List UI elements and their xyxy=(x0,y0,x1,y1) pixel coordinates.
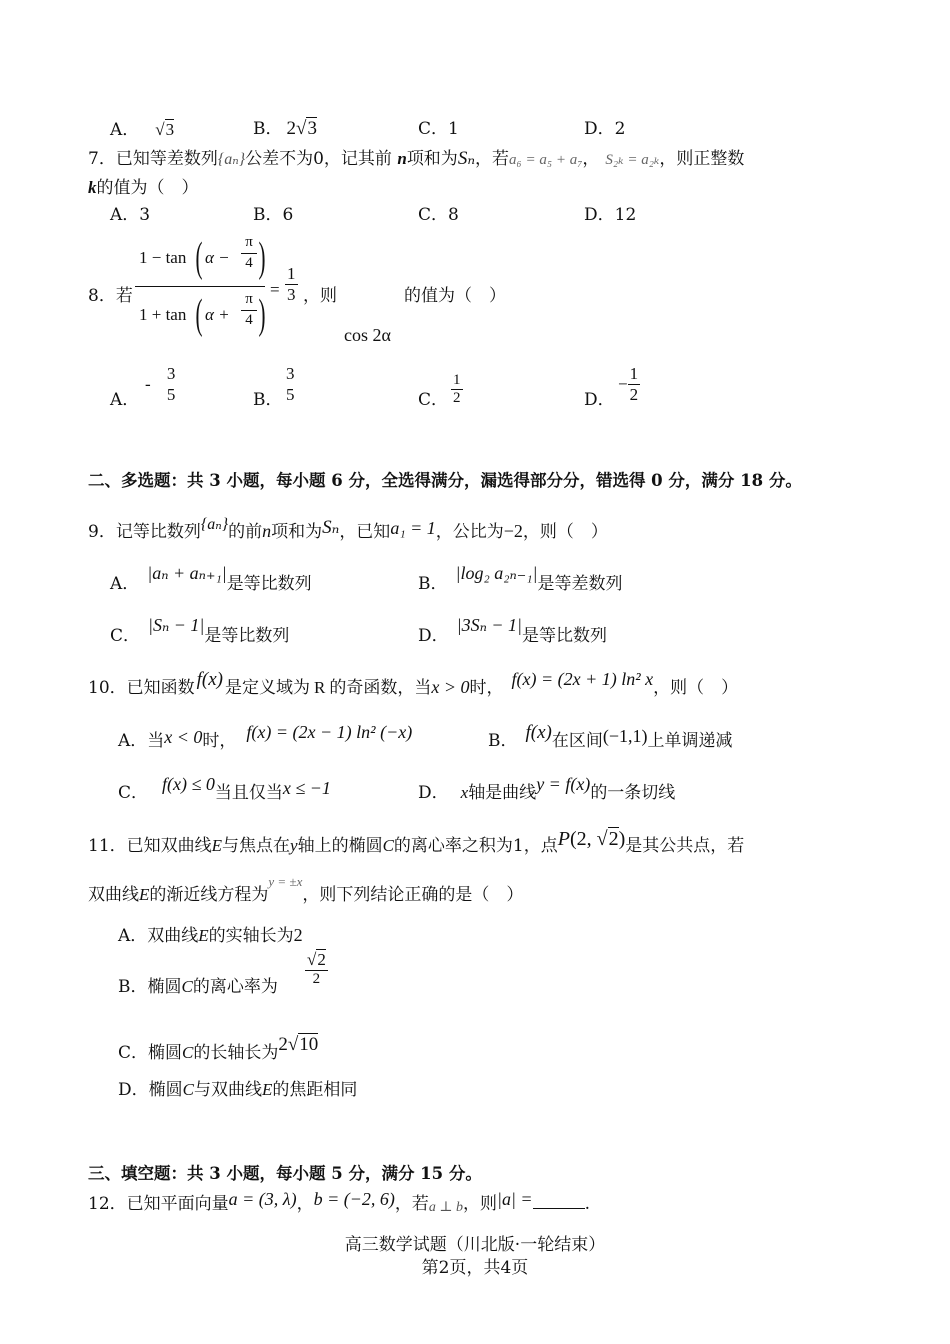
answer-blank[interactable] xyxy=(533,1194,585,1209)
q7-stem-line2: k的值为（ ） xyxy=(88,178,199,198)
q8-rhs-fraction: $\frac{1}{3}$ xyxy=(287,264,296,304)
q8-option-b-value: $\frac{3}{5}$ xyxy=(286,364,295,404)
section-3-heading: 三、填空题：共 3 小题，每小题 5 分，满分 15 分。 xyxy=(88,1164,482,1183)
q11-option-b: B．椭圆C的离心率为 xyxy=(118,977,278,997)
q6-option-b: B． 2√3 xyxy=(253,118,317,139)
q8-option-c-value: $\frac{1}{2}$ xyxy=(453,372,461,407)
q10-option-d: D． x轴是曲线y = f(x)的一条切线 xyxy=(418,774,676,803)
footer-page: 第2页，共4页 xyxy=(421,1258,529,1278)
q6-option-d: D．2 xyxy=(584,119,626,139)
q8-option-c-label: C． xyxy=(418,390,449,410)
q6-option-a: A． √3 xyxy=(110,120,175,140)
q8-equals: = xyxy=(270,280,280,299)
q8-main-fraction xyxy=(135,232,265,345)
q11-option-c: C．椭圆C的长轴长为2√10 xyxy=(118,1034,319,1063)
q8-denominator: 1 + tan ( α + π 4 ) xyxy=(135,286,265,345)
q8-option-d-label: D． xyxy=(584,390,615,410)
q10-option-c: C． f(x) ≤ 0当且仅当x ≤ −1 xyxy=(118,774,331,803)
q8-label: 8．若 xyxy=(88,286,133,306)
footer-title: 高三数学试题（川北版·一轮结束） xyxy=(344,1235,606,1255)
q7-option-d: D．12 xyxy=(584,205,637,225)
q8-option-a-label: A． xyxy=(110,390,140,410)
q10-option-b: B． f(x)在区间(−1,1)上单调递减 xyxy=(488,722,733,751)
q11-stem: 11．已知双曲线E与焦点在y轴上的椭圆C的离心率之积为1，点P(2, √2)是其公共点，若 xyxy=(88,828,745,856)
section-2-heading: 二、多选题：共 3 小题，每小题 6 分，全选得满分，漏选得部分分，错选得 0 分，满分 18 分。 xyxy=(88,471,802,490)
q8-cos2a: cos 2α xyxy=(344,325,391,345)
q11-stem-line2: 双曲线E的渐近线方程为$^{y = \pm x}$，则下列结论正确的是（ ） xyxy=(88,874,524,905)
q11-option-a: A．双曲线E的实轴长为2 xyxy=(118,925,303,946)
q10-stem: 10．已知函数 f(x) 是定义域为 R 的奇函数，当x > 0时， f(x) = (2x + 1) ln² x，则（ ） xyxy=(88,669,739,698)
q8-tail: 的值为（ ） xyxy=(404,286,506,306)
q8-then: ，则 xyxy=(303,286,337,306)
q7-option-c: C．8 xyxy=(418,205,459,225)
q9-option-b: B．|log₂ a₂ₙ₋₁|是等差数列 xyxy=(418,563,623,594)
q7-option-a: A．3 xyxy=(110,205,151,225)
q7-option-b: B．6 xyxy=(253,205,294,225)
q9-option-d: D．|3Sₙ − 1|是等比数列 xyxy=(418,615,607,646)
q6-option-c: C．1 xyxy=(418,119,459,139)
q11-option-d: D．椭圆C与双曲线E的焦距相同 xyxy=(118,1080,358,1100)
q8-numerator: 1 − tan ( α − π 4 ) xyxy=(139,234,266,281)
q12-stem: 12．已知平面向量a = (3, λ)，b = (−2, 6)，若a ⊥ b，则|a| = . xyxy=(88,1189,590,1215)
q7-stem: 7．已知等差数列{aₙ}公差不为0，记其前 n项和为Sₙ，若a₆ = a₅ + a₇， S₂ₖ = a₂ₖ，则正整数 xyxy=(88,148,745,169)
q9-stem: 9．记等比数列{aₙ}的前n项和为Sₙ，已知a₁ = 1，公比为−2，则（ ） xyxy=(88,516,608,542)
q8-option-a-value: - $\frac{3}{5}$ xyxy=(145,364,176,404)
q10-option-a: A．当x < 0时， f(x) = (2x − 1) ln² (−x) xyxy=(118,722,413,751)
q8-option-d-value: − $\frac{1}{2}$ xyxy=(618,364,639,404)
q11-option-b-value: $\frac{√2}{2}$ xyxy=(307,950,326,987)
q9-option-c: C．|Sₙ − 1|是等比数列 xyxy=(110,615,290,646)
q8-option-b-label: B． xyxy=(253,390,283,410)
q9-option-a: A．|aₙ + aₙ₊₁|是等比数列 xyxy=(110,563,312,594)
